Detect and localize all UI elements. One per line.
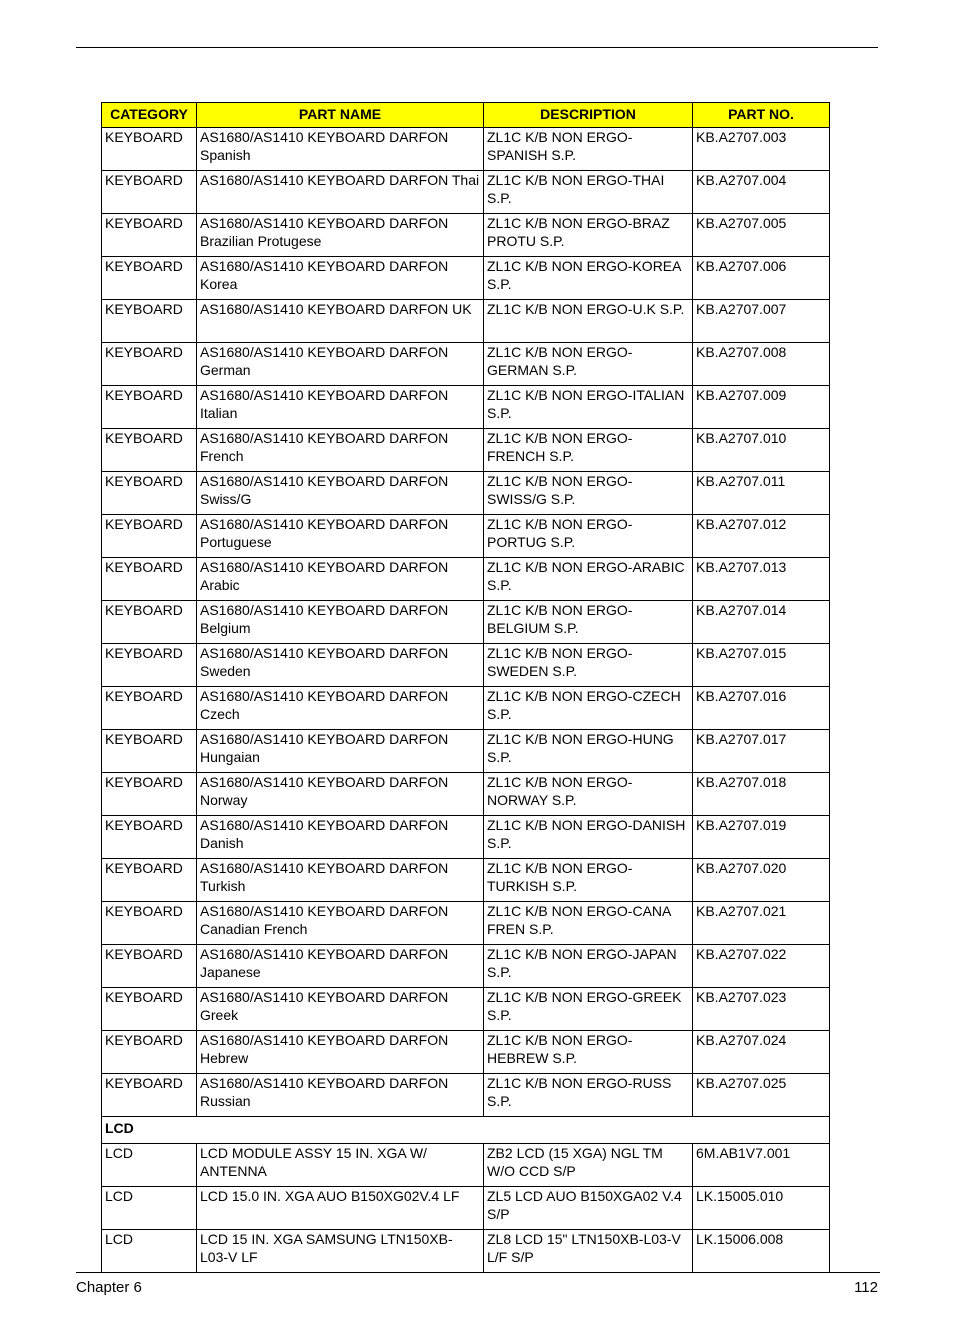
cell-category: KEYBOARD [102, 343, 197, 386]
cell-part-no: KB.A2707.007 [693, 300, 830, 343]
cell-part-no: LK.15005.010 [693, 1187, 830, 1230]
cell-part-name: AS1680/AS1410 KEYBOARD DARFON Spanish [197, 128, 484, 171]
header-description: DESCRIPTION [484, 103, 693, 128]
cell-part-no: KB.A2707.014 [693, 601, 830, 644]
top-rule [76, 47, 878, 48]
cell-part-name: AS1680/AS1410 KEYBOARD DARFON Danish [197, 816, 484, 859]
cell-part-name: LCD 15 IN. XGA SAMSUNG LTN150XB-L03-V LF [197, 1230, 484, 1273]
cell-category: LCD [102, 1187, 197, 1230]
table-row [102, 343, 830, 386]
table-row [102, 128, 830, 171]
cell-part-name: AS1680/AS1410 KEYBOARD DARFON Thai [197, 171, 484, 214]
cell-description: ZL1C K/B NON ERGO-CZECH S.P. [484, 687, 693, 730]
cell-category: KEYBOARD [102, 128, 197, 171]
cell-category: KEYBOARD [102, 687, 197, 730]
cell-category: KEYBOARD [102, 1074, 197, 1117]
header-category: CATEGORY [102, 103, 197, 128]
cell-category: KEYBOARD [102, 902, 197, 945]
cell-part-name: AS1680/AS1410 KEYBOARD DARFON Russian [197, 1074, 484, 1117]
table-row [102, 945, 830, 988]
header-part-name: PART NAME [197, 103, 484, 128]
cell-category: KEYBOARD [102, 773, 197, 816]
table-row [102, 1187, 830, 1230]
table-row [102, 687, 830, 730]
cell-part-no: KB.A2707.012 [693, 515, 830, 558]
cell-category: KEYBOARD [102, 601, 197, 644]
cell-part-no: KB.A2707.018 [693, 773, 830, 816]
cell-category: KEYBOARD [102, 945, 197, 988]
table-header-row [102, 103, 830, 128]
table-row [102, 644, 830, 687]
cell-category: LCD [102, 1144, 197, 1187]
cell-category: LCD [102, 1230, 197, 1273]
cell-part-name: LCD MODULE ASSY 15 IN. XGA W/ ANTENNA [197, 1144, 484, 1187]
cell-description: ZL1C K/B NON ERGO-CANA FREN S.P. [484, 902, 693, 945]
table-row [102, 601, 830, 644]
table-row [102, 1074, 830, 1117]
cell-part-no: KB.A2707.025 [693, 1074, 830, 1117]
cell-part-name: AS1680/AS1410 KEYBOARD DARFON Korea [197, 257, 484, 300]
cell-part-no: LK.15006.008 [693, 1230, 830, 1273]
cell-part-name: AS1680/AS1410 KEYBOARD DARFON Norway [197, 773, 484, 816]
cell-description: ZL1C K/B NON ERGO-HEBREW S.P. [484, 1031, 693, 1074]
cell-description: ZL1C K/B NON ERGO-FRENCH S.P. [484, 429, 693, 472]
table-row [102, 730, 830, 773]
cell-part-no: KB.A2707.017 [693, 730, 830, 773]
cell-description: ZL1C K/B NON ERGO-ARABIC S.P. [484, 558, 693, 601]
cell-description: ZB2 LCD (15 XGA) NGL TM W/O CCD S/P [484, 1144, 693, 1187]
table-row [102, 515, 830, 558]
cell-part-no: KB.A2707.006 [693, 257, 830, 300]
cell-part-no: KB.A2707.015 [693, 644, 830, 687]
cell-category: KEYBOARD [102, 558, 197, 601]
cell-category: KEYBOARD [102, 257, 197, 300]
cell-part-no: KB.A2707.020 [693, 859, 830, 902]
cell-part-no: KB.A2707.010 [693, 429, 830, 472]
cell-category: KEYBOARD [102, 1031, 197, 1074]
cell-description: ZL1C K/B NON ERGO-THAI S.P. [484, 171, 693, 214]
cell-part-no: KB.A2707.023 [693, 988, 830, 1031]
footer-chapter: Chapter 6 [76, 1279, 142, 1296]
cell-part-name: AS1680/AS1410 KEYBOARD DARFON French [197, 429, 484, 472]
cell-description: ZL1C K/B NON ERGO-NORWAY S.P. [484, 773, 693, 816]
cell-category: KEYBOARD [102, 214, 197, 257]
cell-description: ZL5 LCD AUO B150XGA02 V.4 S/P [484, 1187, 693, 1230]
table-row [102, 1031, 830, 1074]
cell-description: ZL1C K/B NON ERGO-SPANISH S.P. [484, 128, 693, 171]
table-body [102, 128, 830, 1273]
table-row [102, 988, 830, 1031]
header-part-no: PART NO. [693, 103, 830, 128]
cell-part-no: 6M.AB1V7.001 [693, 1144, 830, 1187]
cell-part-name: AS1680/AS1410 KEYBOARD DARFON Arabic [197, 558, 484, 601]
cell-part-no: KB.A2707.011 [693, 472, 830, 515]
cell-category: KEYBOARD [102, 644, 197, 687]
cell-description: ZL1C K/B NON ERGO-DANISH S.P. [484, 816, 693, 859]
cell-part-no: KB.A2707.008 [693, 343, 830, 386]
cell-description: ZL1C K/B NON ERGO-RUSS S.P. [484, 1074, 693, 1117]
cell-category: KEYBOARD [102, 816, 197, 859]
cell-description: ZL1C K/B NON ERGO-U.K S.P. [484, 300, 693, 343]
cell-part-name: AS1680/AS1410 KEYBOARD DARFON Turkish [197, 859, 484, 902]
table-row [102, 472, 830, 515]
cell-category: KEYBOARD [102, 730, 197, 773]
table-row [102, 257, 830, 300]
cell-part-name: AS1680/AS1410 KEYBOARD DARFON Greek [197, 988, 484, 1031]
cell-description: ZL1C K/B NON ERGO-KOREA S.P. [484, 257, 693, 300]
cell-part-name: AS1680/AS1410 KEYBOARD DARFON Japanese [197, 945, 484, 988]
cell-part-name: AS1680/AS1410 KEYBOARD DARFON Belgium [197, 601, 484, 644]
cell-part-no: KB.A2707.003 [693, 128, 830, 171]
cell-category: KEYBOARD [102, 429, 197, 472]
section-row [102, 1117, 830, 1144]
table-row [102, 1144, 830, 1187]
cell-part-name: AS1680/AS1410 KEYBOARD DARFON Brazilian Protugese [197, 214, 484, 257]
cell-part-no: KB.A2707.013 [693, 558, 830, 601]
cell-part-name: AS1680/AS1410 KEYBOARD DARFON Swiss/G [197, 472, 484, 515]
cell-description: ZL8 LCD 15" LTN150XB-L03-V L/F S/P [484, 1230, 693, 1273]
cell-description: ZL1C K/B NON ERGO-BRAZ PROTU S.P. [484, 214, 693, 257]
cell-category: KEYBOARD [102, 386, 197, 429]
cell-part-no: KB.A2707.024 [693, 1031, 830, 1074]
cell-part-name: AS1680/AS1410 KEYBOARD DARFON Canadian French [197, 902, 484, 945]
cell-description: ZL1C K/B NON ERGO-PORTUG S.P. [484, 515, 693, 558]
cell-part-name: AS1680/AS1410 KEYBOARD DARFON German [197, 343, 484, 386]
table-row [102, 773, 830, 816]
cell-description: ZL1C K/B NON ERGO-HUNG S.P. [484, 730, 693, 773]
table-row [102, 214, 830, 257]
table-row [102, 171, 830, 214]
cell-description: ZL1C K/B NON ERGO-GREEK S.P. [484, 988, 693, 1031]
table-row [102, 386, 830, 429]
cell-part-name: AS1680/AS1410 KEYBOARD DARFON Czech [197, 687, 484, 730]
table-row [102, 816, 830, 859]
cell-category: KEYBOARD [102, 988, 197, 1031]
cell-description: ZL1C K/B NON ERGO-BELGIUM S.P. [484, 601, 693, 644]
table-row [102, 902, 830, 945]
cell-part-no: KB.A2707.019 [693, 816, 830, 859]
cell-description: ZL1C K/B NON ERGO-JAPAN S.P. [484, 945, 693, 988]
cell-part-name: AS1680/AS1410 KEYBOARD DARFON UK [197, 300, 484, 343]
cell-category: KEYBOARD [102, 515, 197, 558]
cell-category: KEYBOARD [102, 472, 197, 515]
cell-description: ZL1C K/B NON ERGO-TURKISH S.P. [484, 859, 693, 902]
parts-table [101, 102, 830, 1273]
bottom-rule [76, 1272, 880, 1273]
cell-category: KEYBOARD [102, 859, 197, 902]
table-row [102, 558, 830, 601]
cell-description: ZL1C K/B NON ERGO-SWISS/G S.P. [484, 472, 693, 515]
cell-part-no: KB.A2707.004 [693, 171, 830, 214]
section-label: LCD [102, 1117, 830, 1144]
cell-category: KEYBOARD [102, 171, 197, 214]
table-row [102, 429, 830, 472]
cell-part-no: KB.A2707.016 [693, 687, 830, 730]
cell-part-name: AS1680/AS1410 KEYBOARD DARFON Italian [197, 386, 484, 429]
cell-category: KEYBOARD [102, 300, 197, 343]
cell-part-no: KB.A2707.021 [693, 902, 830, 945]
cell-description: ZL1C K/B NON ERGO-SWEDEN S.P. [484, 644, 693, 687]
table-row [102, 1230, 830, 1273]
cell-part-name: LCD 15.0 IN. XGA AUO B150XG02V.4 LF [197, 1187, 484, 1230]
cell-description: ZL1C K/B NON ERGO-GERMAN S.P. [484, 343, 693, 386]
cell-part-no: KB.A2707.022 [693, 945, 830, 988]
cell-part-no: KB.A2707.009 [693, 386, 830, 429]
table-row [102, 300, 830, 343]
cell-part-name: AS1680/AS1410 KEYBOARD DARFON Portuguese [197, 515, 484, 558]
cell-part-no: KB.A2707.005 [693, 214, 830, 257]
cell-part-name: AS1680/AS1410 KEYBOARD DARFON Hebrew [197, 1031, 484, 1074]
cell-part-name: AS1680/AS1410 KEYBOARD DARFON Sweden [197, 644, 484, 687]
cell-part-name: AS1680/AS1410 KEYBOARD DARFON Hungaian [197, 730, 484, 773]
footer-page-number: 112 [854, 1279, 878, 1296]
table-row [102, 859, 830, 902]
cell-description: ZL1C K/B NON ERGO-ITALIAN S.P. [484, 386, 693, 429]
